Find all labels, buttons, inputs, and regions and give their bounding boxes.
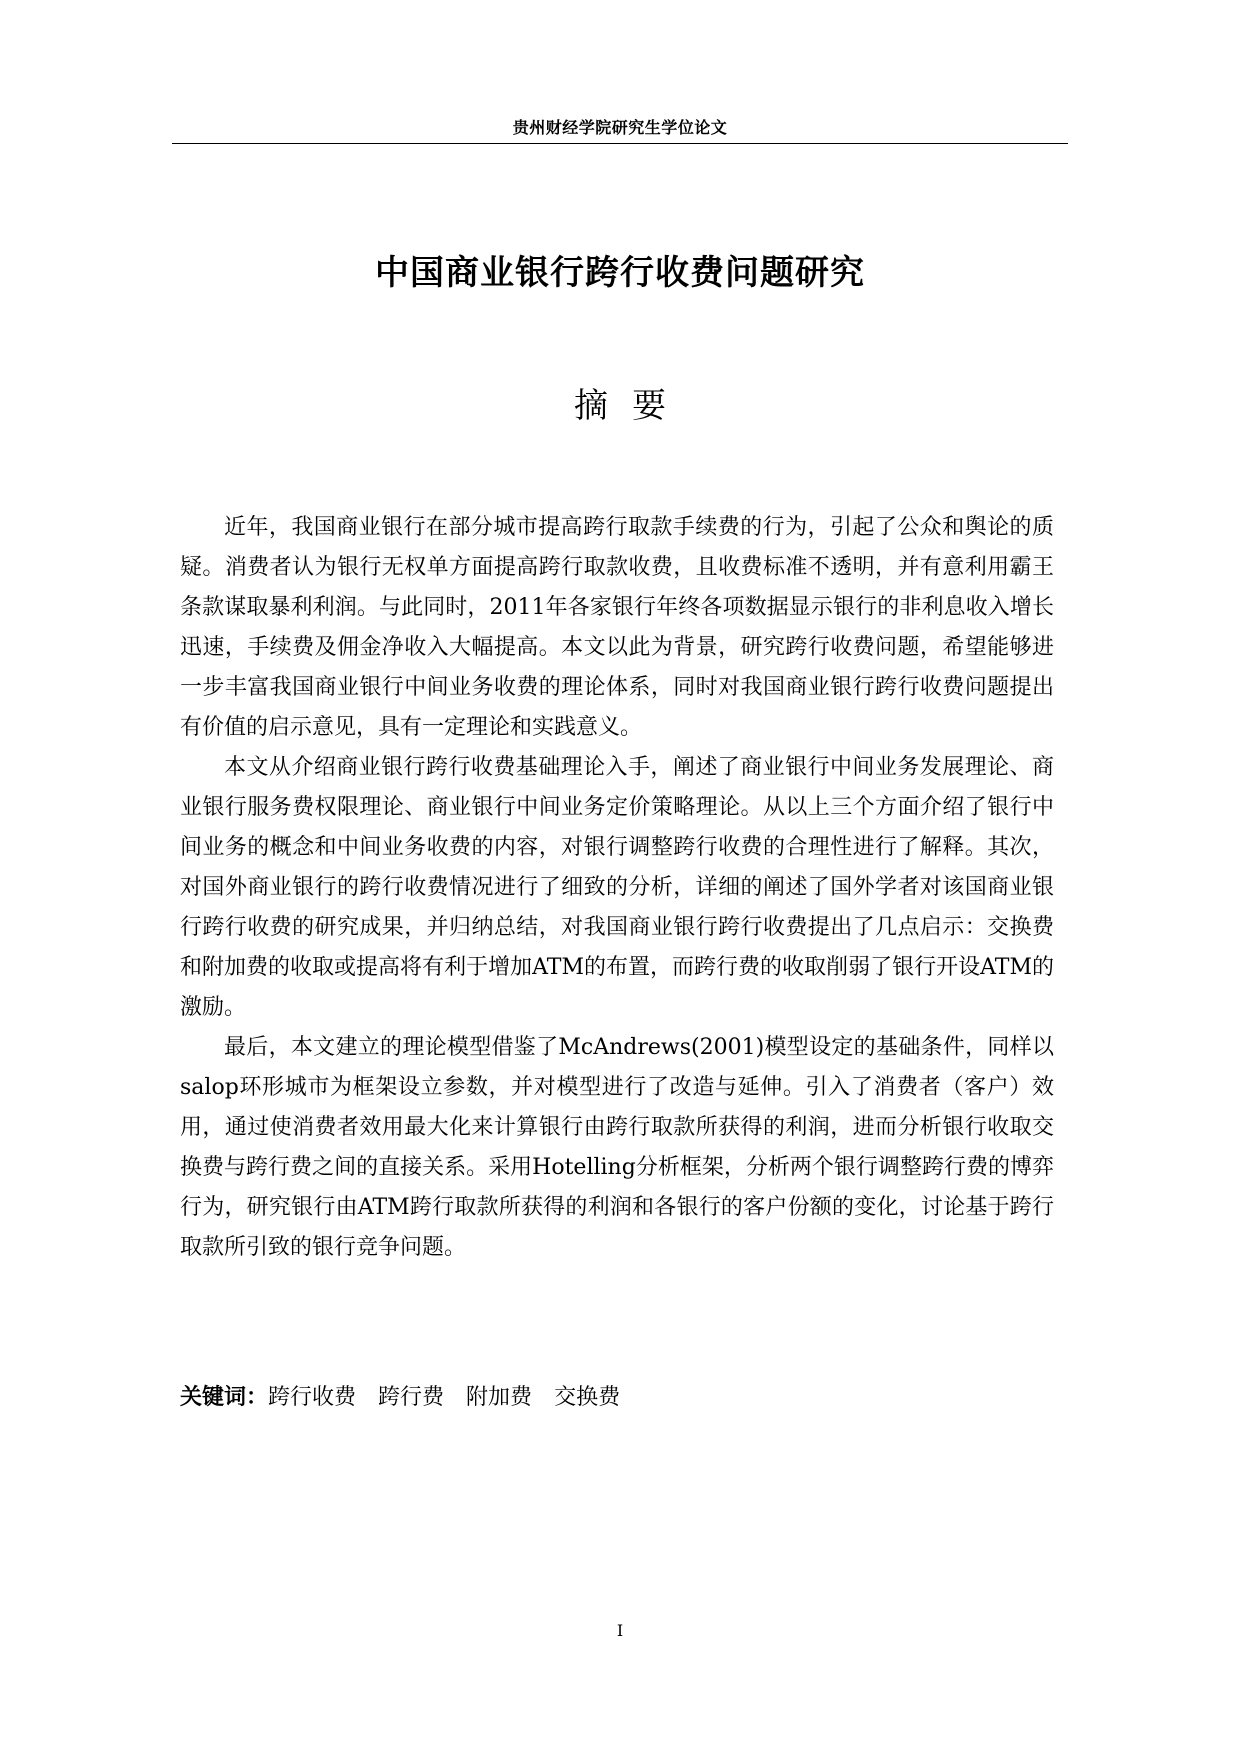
- keyword-item: 附加费: [466, 1385, 533, 1410]
- abstract-paragraph-2: 本文从介绍商业银行跨行收费基础理论入手，阐述了商业银行中间业务发展理论、商业银行服务费权限理论、商业银行中间业务定价策略理论。从以上三个方面介绍了银行中间业务的概念和中间业务收费的内容，对银行调整跨行收费的合理性进行了解释。其次，对国外商业银行的跨行收费情况进行了细致的分析，详细的阐述了国外学者对该国商业银行跨行收费的研究成果，并归纳总结，对我国商业银行跨行收费提出了几点启示：交换费和附加费的收取或提高将有利于增加ATM的布置，而跨行费的收取削弱了银行开设ATM的激励。: [180, 755, 1054, 1020]
- thesis-title: 中国商业银行跨行收费问题研究: [375, 253, 865, 293]
- abstract-heading: 摘要: [574, 386, 690, 426]
- abstract-paragraph-1: 近年，我国商业银行在部分城市提高跨行取款手续费的行为，引起了公众和舆论的质疑。消费者认为银行无权单方面提高跨行取款收费，且收费标准不透明，并有意利用霸王条款谋取暴利利润。与此同时，2011年各家银行年终各项数据显示银行的非利息收入增长迅速，手续费及佣金净收入大幅提高。本文以此为背景，研究跨行收费问题，希望能够进一步丰富我国商业银行中间业务收费的理论体系，同时对我国商业银行跨行收费问题提出有价值的启示意见，具有一定理论和实践意义。: [180, 515, 1054, 740]
- keyword-item: 交换费: [554, 1385, 621, 1410]
- page-number: I: [616, 1621, 624, 1640]
- keywords-label: 关键词：: [180, 1385, 269, 1410]
- keyword-item: 跨行费: [378, 1385, 445, 1410]
- abstract-body: [180, 508, 1054, 1268]
- running-header: 贵州财经学院研究生学位论文: [512, 118, 728, 137]
- keyword-item: 跨行收费: [268, 1385, 357, 1410]
- abstract-paragraph-3: 最后，本文建立的理论模型借鉴了McAndrews(2001)模型设定的基础条件，同样以salop环形城市为框架设立参数，并对模型进行了改造与延伸。引入了消费者（客户）效用，通过使消费者效用最大化来计算银行由跨行取款所获得的利润，进而分析银行收取交换费与跨行费之间的直接关系。采用Hotelling分析框架，分析两个银行调整跨行费的博弈行为，研究银行由ATM跨行取款所获得的利润和各银行的客户份额的变化，讨论基于跨行取款所引致的银行竞争问题。: [180, 1035, 1054, 1260]
- keywords-line: [180, 1378, 1054, 1418]
- header-rule: [172, 143, 1068, 144]
